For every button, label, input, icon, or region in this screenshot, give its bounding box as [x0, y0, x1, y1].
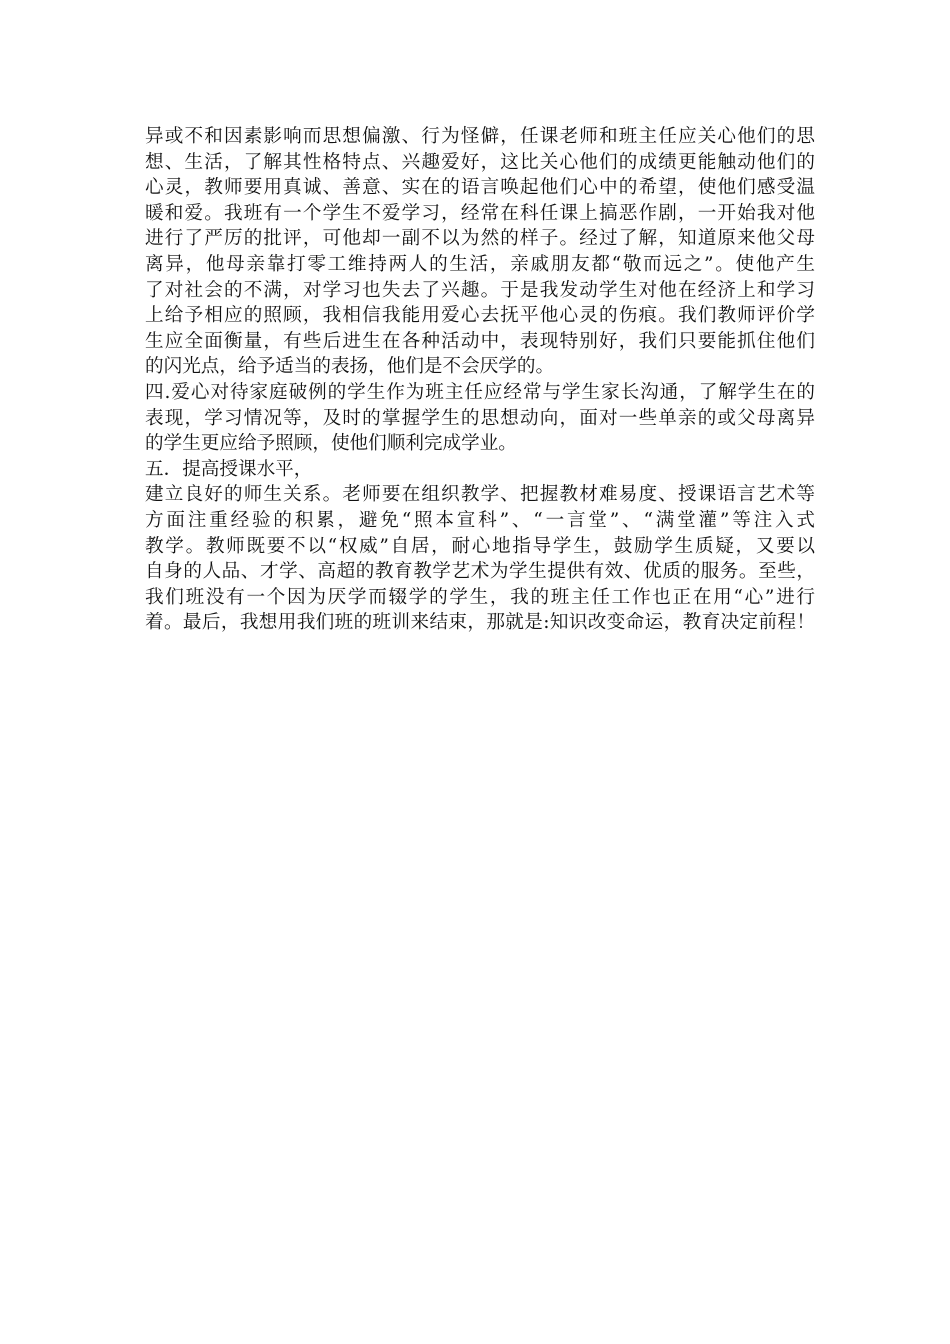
text-line: 想、生活，了解其性格特点、兴趣爱好，这比关心他们的成绩更能触动他们的 — [145, 151, 815, 173]
text-line: 心灵，教师要用真诚、善意、实在的语言唤起他们心中的希望，使他们感受温 — [145, 177, 815, 199]
text-line: 异或不和因素影响而思想偏激、行为怪僻，任课老师和班主任应关心他们的思 — [145, 126, 815, 147]
text-line: 方面注重经验的积累，避免“照本宣科”、“一言堂”、“满堂灌”等注入式 — [145, 509, 815, 531]
text-line: 上给予相应的照顾，我相信我能用爱心去抚平他心灵的伤痕。我们教师评价学 — [145, 305, 815, 327]
text-line: 暖和爱。我班有一个学生不爱学习，经常在科任课上搞恶作剧，一开始我对他 — [145, 202, 815, 224]
section-four-line: 四.爱心对待家庭破例的学生作为班主任应经常与学生家长沟通，了解学生在的 — [145, 381, 815, 403]
text-line: 的学生更应给予照顾，使他们顺利完成学业。 — [145, 433, 517, 455]
section-five-heading: 五．提高授课水平， — [145, 458, 313, 480]
text-line: 教学。教师既要不以“权威”自居，耐心地指导学生，鼓励学生质疑，又要以 — [145, 535, 815, 557]
text-line: 了对社会的不满，对学习也失去了兴趣。于是我发动学生对他在经济上和学习 — [145, 279, 815, 301]
text-line: 进行了严厉的批评，可他却一副不以为然的样子。经过了解，知道原来他父母 — [145, 228, 815, 250]
text-line: 着。最后，我想用我们班的班训来结束，那就是:知识改变命运，教育决定前程！ — [145, 612, 815, 634]
text-line: 我们班没有一个因为厌学而辍学的学生，我的班主任工作也正在用“心”进行 — [145, 586, 815, 608]
text-line: 表现，学习情况等，及时的掌握学生的思想动向，面对一些单亲的或父母离异 — [145, 407, 815, 429]
text-line: 建立良好的师生关系。老师要在组织教学、把握教材难易度、授课语言艺术等 — [145, 484, 815, 506]
body-text — [145, 124, 815, 636]
text-line: 生应全面衡量，有些后进生在各种活动中，表现特别好，我们只要能抓住他们 — [145, 330, 815, 352]
text-line: 自身的人品、才学、高超的教育教学艺术为学生提供有效、优质的服务。至些， — [145, 561, 815, 583]
text-line: 离异，他母亲靠打零工维持两人的生活，亲戚朋友都“敬而远之”。使他产生 — [145, 253, 815, 275]
text-line: 的闪光点，给予适当的表扬，他们是不会厌学的。 — [145, 356, 555, 378]
